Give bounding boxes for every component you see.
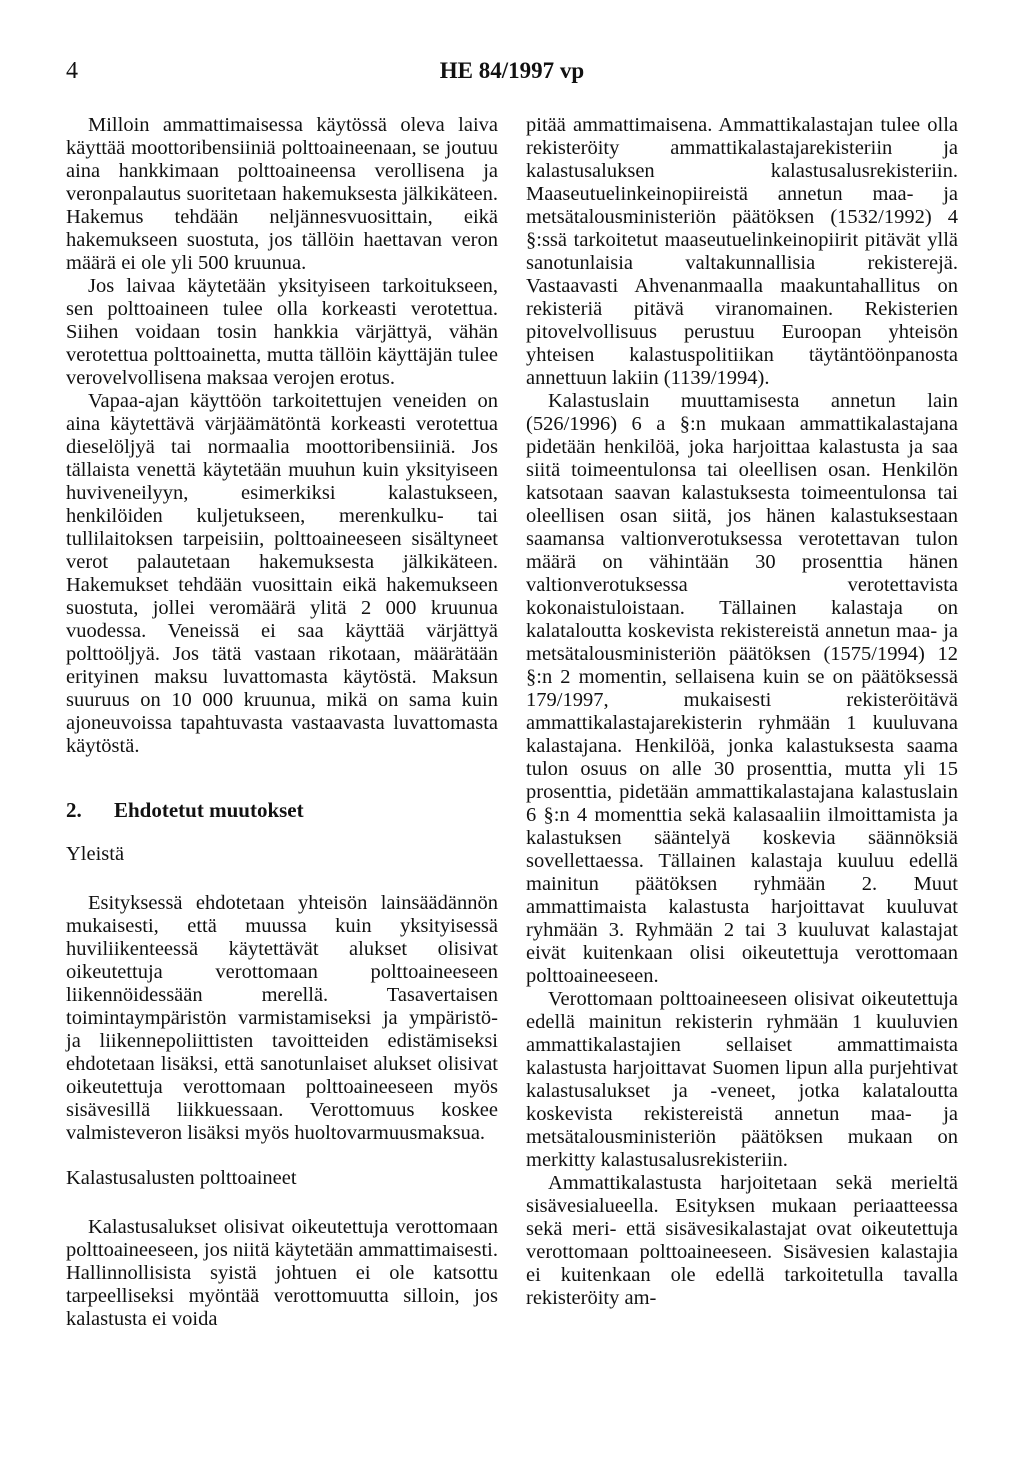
paragraph: Vapaa-ajan käyttöön tarkoitettujen veneiden on aina käytettävä värjäämätöntä korkeasti verotettua dieselöljyä tai normaalia moottoribensiiniä. Jos tällaista venettä käytetään muuhun kuin yksityiseen huviveneilyyn, esimerkiksi kalastukseen, henkilöiden kuljetukseen, merenkulku- tai tullilaitoksen tarpeisiin, polttoaineeseen sisältyneet verot palautetaan hakemuksesta jälkikäteen. Hakemukset tehdään vuosittain eikä hakemukseen suostuta, jollei veromäärä ylitä 2 000 kruunua vuodessa. Veneissä ei saa käyttää värjättyä polttoöljyä. Jos tätä vastaan rikotaan, määrätään erityinen maksu luvattomasta käytöstä. Maksun suuruus on 10 000 kruunua, mikä on sama kuin ajoneuvoissa tapahtuvasta vastaavasta luvattomasta käytöstä. — [66, 390, 498, 757]
paragraph: Kalastusalukset olisivat oikeutettuja verottomaan polttoaineeseen, jos niitä käytetään ammattimaisesti. Hallinnollisista syistä johtuen ei ole katsottu tarpeelliseksi myöntää verottomuutta silloin, jos kalastusta ei voida — [66, 1216, 498, 1330]
section-heading — [66, 798, 498, 823]
paragraph: Ammattikalastusta harjoitetaan sekä merieltä sisävesialueella. Esityksen mukaan periaatteessa sekä meri- että sisävesikalastajat ovat oikeutettuja verottomaan polttoaineeseen. Sisävesien kalastajia ei kuitenkaan ole edellä tarkoitetulla tavalla rekisteröity am- — [526, 1172, 958, 1309]
right-column — [526, 114, 958, 1310]
page-header — [0, 58, 1024, 88]
paragraph: Milloin ammattimaisessa käytössä oleva laiva käyttää moottoribensiiniä polttoaineenaan, se joutuu aina hankkimaan polttoaineensa verollisena ja veronpalautus suoritetaan hakemuksesta jälkikäteen. Hakemus tehdään neljännesvuosittain, eikä hakemukseen suostuta, jos tällöin haettavan veron määrä ei ole yli 500 kruunua. — [66, 114, 498, 274]
page-number: 4 — [66, 58, 78, 84]
subsection-heading: Kalastusalusten polttoaineet — [66, 1167, 297, 1189]
paragraph: Verottomaan polttoaineeseen olisivat oikeutettuja edellä mainitun rekisterin ryhmään 1 kuuluvien ammattikalastajien sellaiset ammattimaista kalastusta harjoittavat Suomen lipun alla purjehtivat kalastusalukset ja -veneet, jotka kalataloutta koskevista rekistereistä annetun maa- ja metsätalousministeriön päätöksen mukaan on merkitty kalastusalusrekisteriin. — [526, 988, 958, 1171]
section-number: 2. — [66, 798, 82, 822]
section-title: Ehdotetut muutokset — [114, 798, 304, 822]
subsection-heading: Yleistä — [66, 843, 125, 865]
paragraph: Jos laivaa käytetään yksityiseen tarkoitukseen, sen polttoaineen tulee olla korkeasti verotettua. Siihen voidaan tosin hankkia värjättyä, vähän verotettua polttoainetta, mutta tällöin käyttäjän tulee verovelvollisena maksaa verojen erotus. — [66, 275, 498, 389]
paragraph-continuation: pitää ammattimaisena. Ammattikalastajan tulee olla rekisteröity ammattikalastajarekisteriin ja kalastusaluksen kalastusalusrekisteriin. Maaseutuelinkeinopiireistä annetun maa- ja metsätalousministeriön päätöksen (1532/1992) 4 §:ssä tarkoitetut maaseutuelinkeinopiirit pitävät yllä sanotunlaisia valtakunnallisia rekisterejä. Vastaavasti Ahvenanmaalla maakuntahallitus on rekisteriä pitävä viranomainen. Rekisterien pitovelvollisuus perustuu Euroopan yhteisön yhteisen kalastuspolitiikan täytäntöönpanosta annettuun lakiin (1139/1994). — [526, 114, 958, 389]
document-id: HE 84/1997 vp — [439, 58, 585, 83]
paragraph: Esityksessä ehdotetaan yhteisön lainsäädännön mukaisesti, että muussa kuin yksityisessä huviliikenteessä käytettävät alukset olisivat oikeutettuja verottomaan polttoaineeseen liikennöidessään merellä. Tasavertaisen toimintaympäristön varmistamiseksi ja ympäristö- ja liikennepoliittisten tavoitteiden edistämiseksi ehdotetaan lisäksi, että sanotunlaiset alukset olisivat oikeutettuja verottomaan polttoaineeseen myös sisävesillä liikkuessaan. Verottomuus koskee valmisteveron lisäksi myös huoltovarmuusmaksua. — [66, 892, 498, 1144]
paragraph: Kalastuslain muuttamisesta annetun lain (526/1996) 6 a §:n mukaan ammattikalastajana pidetään henkilöä, joka harjoittaa kalastusta ja saa siitä toimeentulonsa tai oleellisen osan. Henkilön katsotaan saavan kalastuksesta toimeentulonsa tai oleellisen osan siitä, jos hänen kalastuksestaan saamansa valtionverotuksessa verotettavan tulon määrä on vähintään 30 prosenttia hänen valtionverotuksessa verotettavista kokonaistuloistaan. Tällainen kalastaja on kalataloutta koskevista rekistereistä annetun maa- ja metsätalousministeriön päätöksen (1575/1994) 12 §:n 2 momentin, sellaisena kuin se on päätöksessä 179/1997, mukaisesti rekisteröitävä ammattikalastajarekisterin ryhmään 1 kuuluvana kalastajana. Henkilöä, jonka kalastuksesta saama tulon osuus on alle 30 prosenttia, mutta yli 15 prosenttia, pidetään ammattikalastajana kalastuslain 6 §:n 4 momenttia sekä kalasaaliin ilmoittamista ja kalastuksen sääntelyä koskevia säännöksiä sovellettaessa. Tällainen kalastaja kuuluu edellä mainitun päätöksen ryhmään 2. Muut ammattimaista kalastusta harjoittavat kuuluvat ryhmään 3. Ryhmään 2 tai 3 kuuluvat kalastajat eivät kuitenkaan olisi oikeutettuja verottomaan polttoaineeseen. — [526, 390, 958, 987]
left-column — [66, 114, 498, 1331]
